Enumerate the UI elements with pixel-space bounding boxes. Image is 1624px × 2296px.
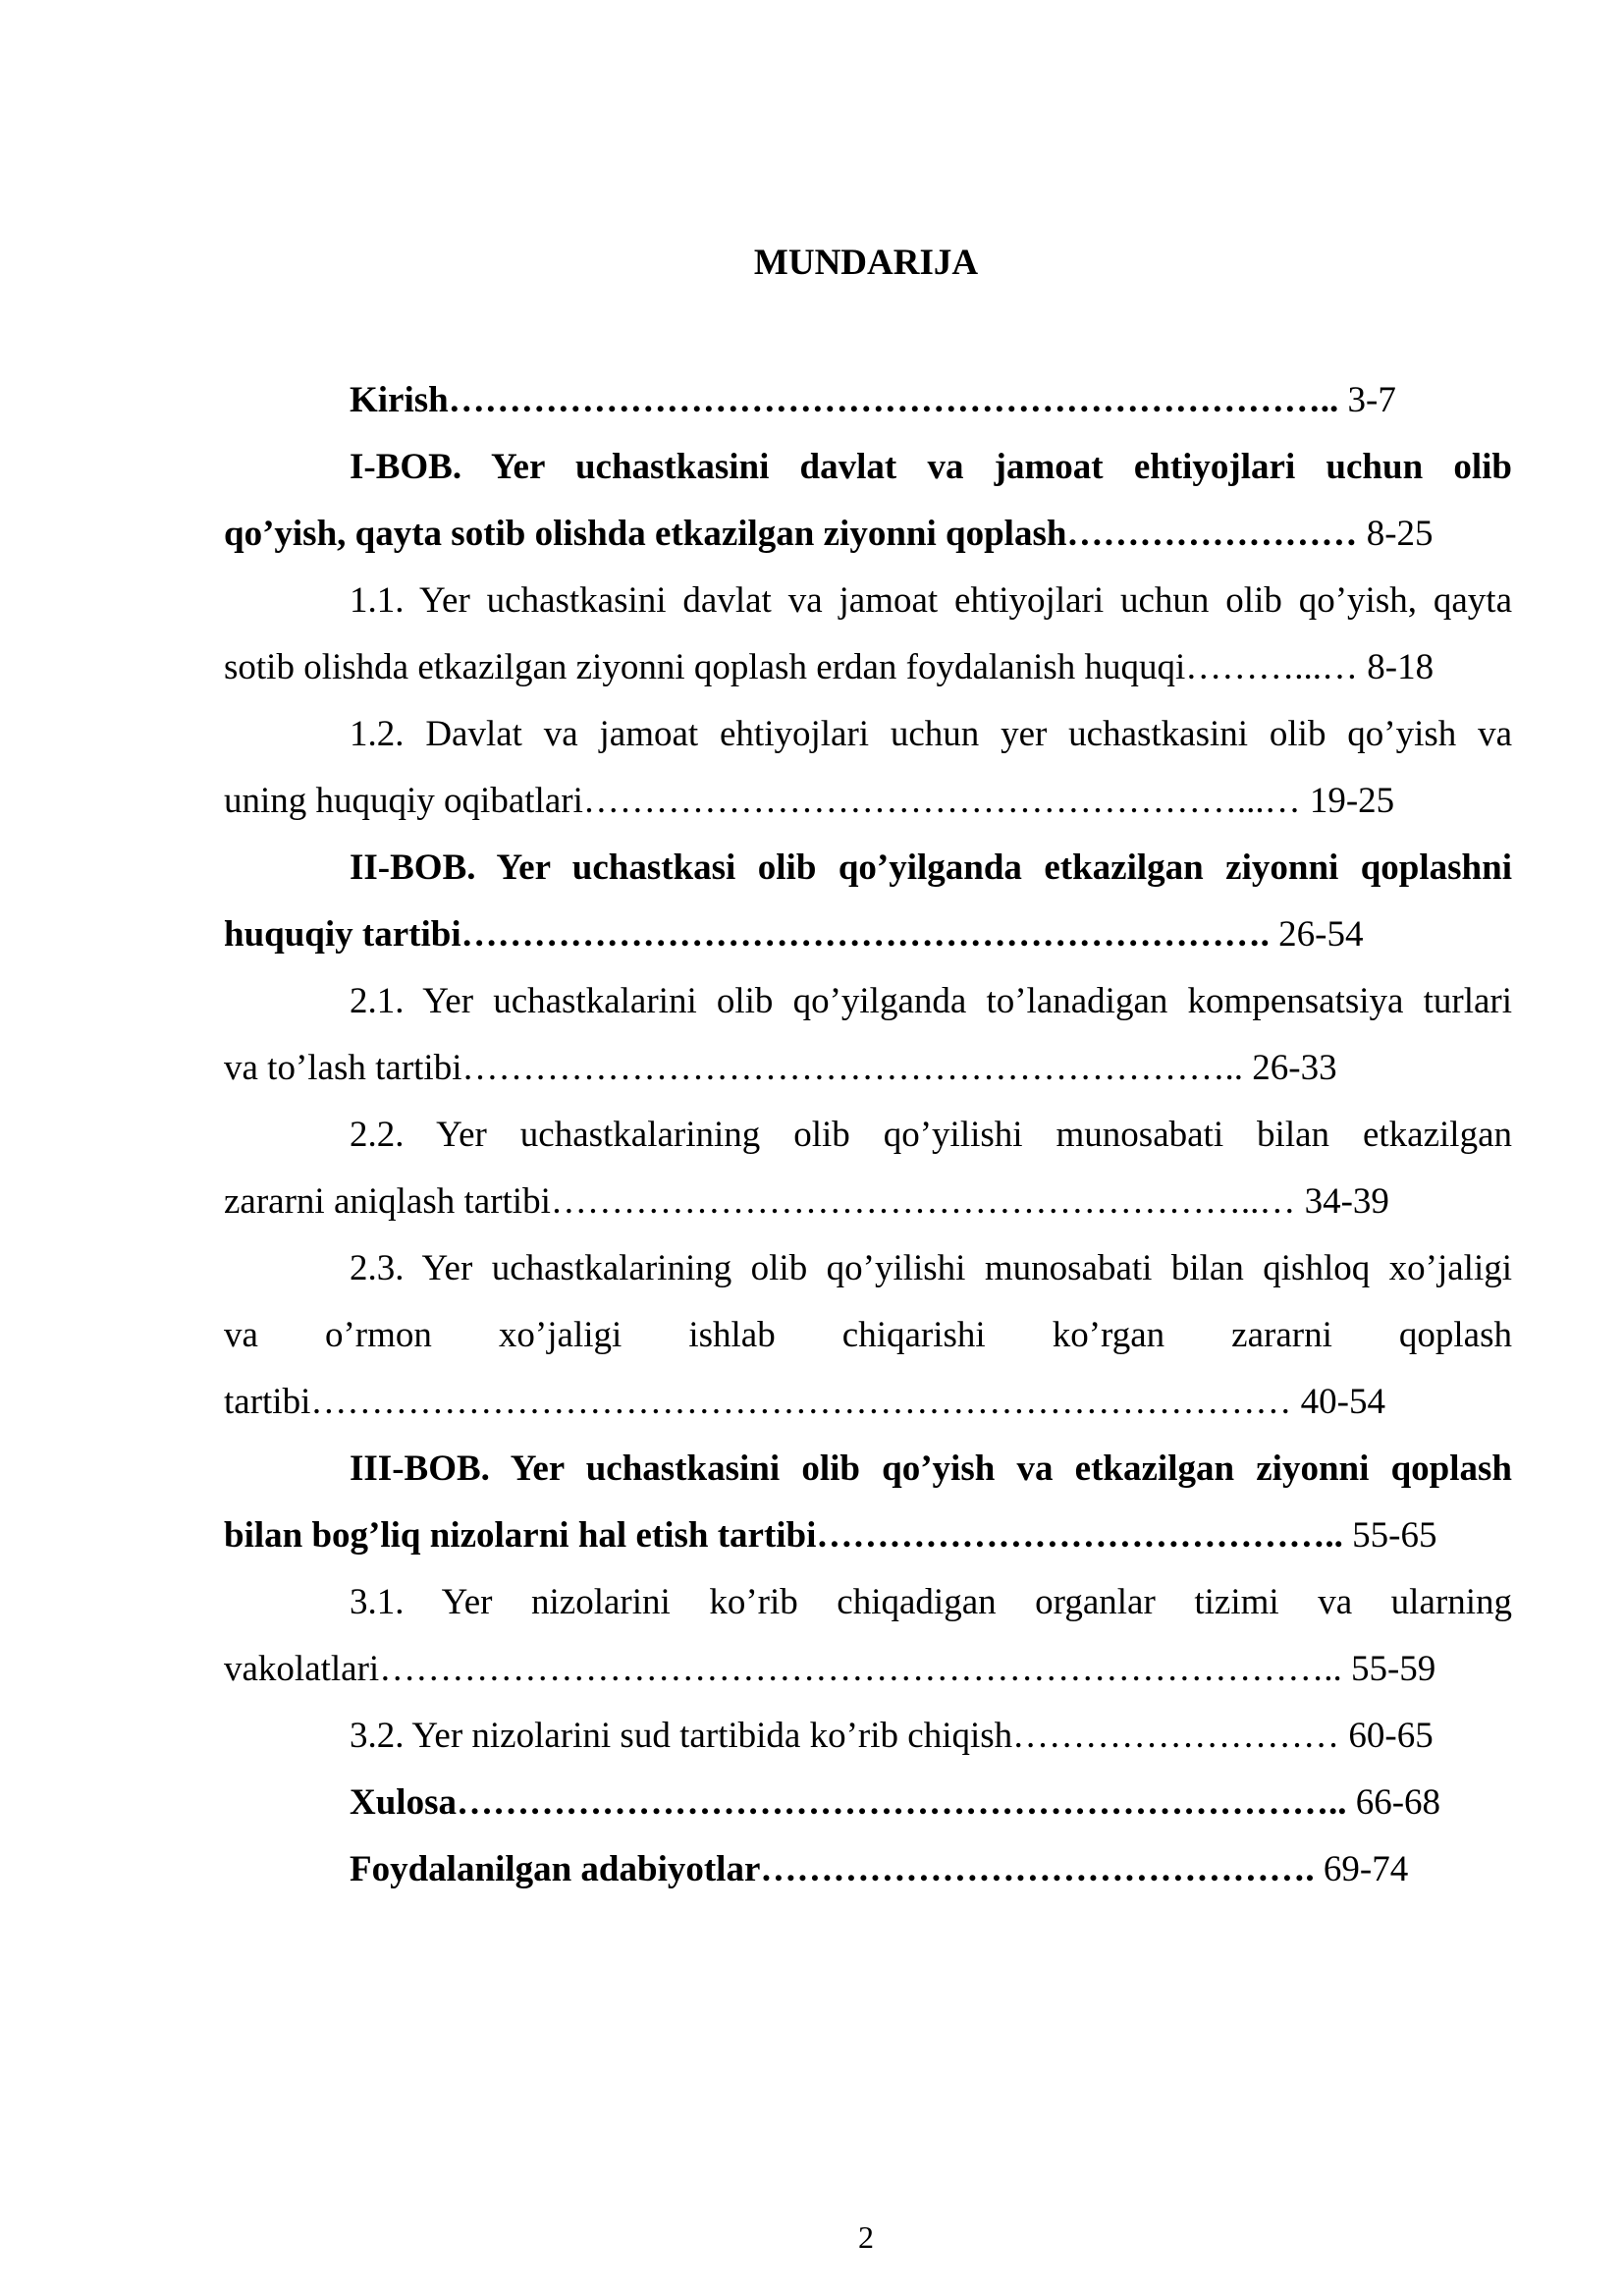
toc-entry-text: 1.2. Davlat va jamoat ehtiyojlari uchun yer uchastkasini olib qo’yish va bbox=[350, 714, 1512, 754]
toc-entry-1-2-cont bbox=[224, 768, 1512, 835]
toc-entry-text: va to’lash tartibi……………………………………………………….. bbox=[224, 1048, 1253, 1088]
toc-entry-2-2-cont bbox=[224, 1169, 1512, 1235]
page-number: 2 bbox=[858, 2219, 874, 2255]
toc-entry-text: 2.1. Yer uchastkalarini olib qo’yilganda to’lanadigan kompensatsiya turlari bbox=[350, 981, 1512, 1021]
toc-entry-2-3-cont bbox=[224, 1302, 1512, 1369]
toc-entry-page: 26-33 bbox=[1252, 1048, 1337, 1088]
toc-entry-text: 3.1. Yer nizolarini ko’rib chiqadigan organlar tizimi va ularning bbox=[350, 1582, 1512, 1622]
toc-entry-adabiyotlar bbox=[224, 1836, 1512, 1903]
toc-entry-chapter-3-cont bbox=[224, 1503, 1512, 1569]
toc-entry-text: uning huquqiy oqibatlari………………………………………………...… bbox=[224, 781, 1310, 821]
toc-entry-text: 3.2. Yer nizolarini sud tartibida ko’rib chiqish……………………… bbox=[350, 1716, 1349, 1756]
toc-entry-page: 8-25 bbox=[1366, 514, 1434, 554]
toc-entry-chapter-3 bbox=[224, 1436, 1512, 1503]
toc-entry-page: 26-54 bbox=[1278, 914, 1364, 955]
toc-entry-2-3-end bbox=[224, 1369, 1512, 1436]
toc-entry-text: Foydalanilgan adabiyotlar………………………………………. bbox=[350, 1849, 1324, 1889]
table-of-contents bbox=[224, 367, 1512, 1903]
toc-entry-2-1 bbox=[224, 968, 1512, 1035]
toc-entry-text: 1.1. Yer uchastkasini davlat va jamoat ehtiyojlari uchun olib qo’yish, qayta bbox=[350, 580, 1512, 621]
toc-entry-chapter-1 bbox=[224, 434, 1512, 501]
toc-entry-page: 55-65 bbox=[1352, 1515, 1437, 1556]
toc-entry-1-1 bbox=[224, 568, 1512, 634]
toc-entry-text: zararni aniqlash tartibi…………………………………………………..… bbox=[224, 1181, 1305, 1222]
toc-entry-2-1-cont bbox=[224, 1035, 1512, 1102]
toc-entry-text: I-BOB. Yer uchastkasini davlat va jamoat ehtiyojlari uchun olib bbox=[350, 447, 1512, 487]
toc-entry-text: va o’rmon xo’jaligi ishlab chiqarishi ko’rgan zararni qoplash bbox=[224, 1315, 1512, 1355]
toc-entry-chapter-1-cont bbox=[224, 501, 1512, 568]
toc-entry-chapter-2 bbox=[224, 835, 1512, 902]
toc-entry-kirish bbox=[224, 367, 1512, 434]
toc-entry-text: 2.3. Yer uchastkalarining olib qo’yilishi munosabati bilan qishloq xo’jaligi bbox=[350, 1248, 1512, 1288]
toc-entry-xulosa bbox=[224, 1770, 1512, 1836]
toc-entry-chapter-2-cont bbox=[224, 902, 1512, 968]
toc-entry-page: 19-25 bbox=[1309, 781, 1395, 821]
toc-entry-text: qo’yish, qayta sotib olishda etkazilgan ziyonni qoplash…………………… bbox=[224, 514, 1367, 554]
toc-entry-page: 3-7 bbox=[1347, 380, 1396, 420]
page-title: MUNDARIJA bbox=[753, 243, 979, 283]
toc-entry-3-1-cont bbox=[224, 1636, 1512, 1703]
toc-entry-2-2 bbox=[224, 1102, 1512, 1169]
toc-entry-text: vakolatlari…………………………………………………………………….. bbox=[224, 1649, 1351, 1689]
toc-entry-3-1 bbox=[224, 1569, 1512, 1636]
toc-entry-page: 8-18 bbox=[1367, 647, 1435, 687]
toc-entry-page: 34-39 bbox=[1304, 1181, 1389, 1222]
toc-entry-page: 60-65 bbox=[1348, 1716, 1434, 1756]
toc-entry-page: 55-59 bbox=[1350, 1649, 1436, 1689]
toc-entry-page: 66-68 bbox=[1355, 1782, 1441, 1823]
toc-entry-text: Kirish……………………………………………………………….. bbox=[350, 380, 1348, 420]
toc-entry-text: huquqiy tartibi…………………………………………………………. bbox=[224, 914, 1279, 955]
toc-entry-page: 69-74 bbox=[1323, 1849, 1409, 1889]
toc-entry-text: bilan bog’liq nizolarni hal etish tartibi…………………………………….. bbox=[224, 1515, 1353, 1556]
toc-entry-text: sotib olishda etkazilgan ziyonni qoplash erdan foydalanish huquqi………...… bbox=[224, 647, 1368, 687]
toc-entry-1-1-cont bbox=[224, 634, 1512, 701]
toc-entry-text: III-BOB. Yer uchastkasini olib qo’yish va etkazilgan ziyonni qoplash bbox=[350, 1449, 1512, 1489]
toc-entry-text: Xulosa……………………………………………………………….. bbox=[350, 1782, 1356, 1823]
toc-entry-text: II-BOB. Yer uchastkasi olib qo’yilganda etkazilgan ziyonni qoplashni bbox=[350, 847, 1512, 888]
toc-entry-text: 2.2. Yer uchastkalarining olib qo’yilishi munosabati bilan etkazilgan bbox=[350, 1115, 1512, 1155]
toc-entry-2-3 bbox=[224, 1235, 1512, 1302]
toc-entry-page: 40-54 bbox=[1300, 1382, 1385, 1422]
toc-entry-1-2 bbox=[224, 701, 1512, 768]
toc-entry-text: tartibi……………………………………………………………………… bbox=[224, 1382, 1301, 1422]
toc-entry-3-2 bbox=[224, 1703, 1512, 1770]
